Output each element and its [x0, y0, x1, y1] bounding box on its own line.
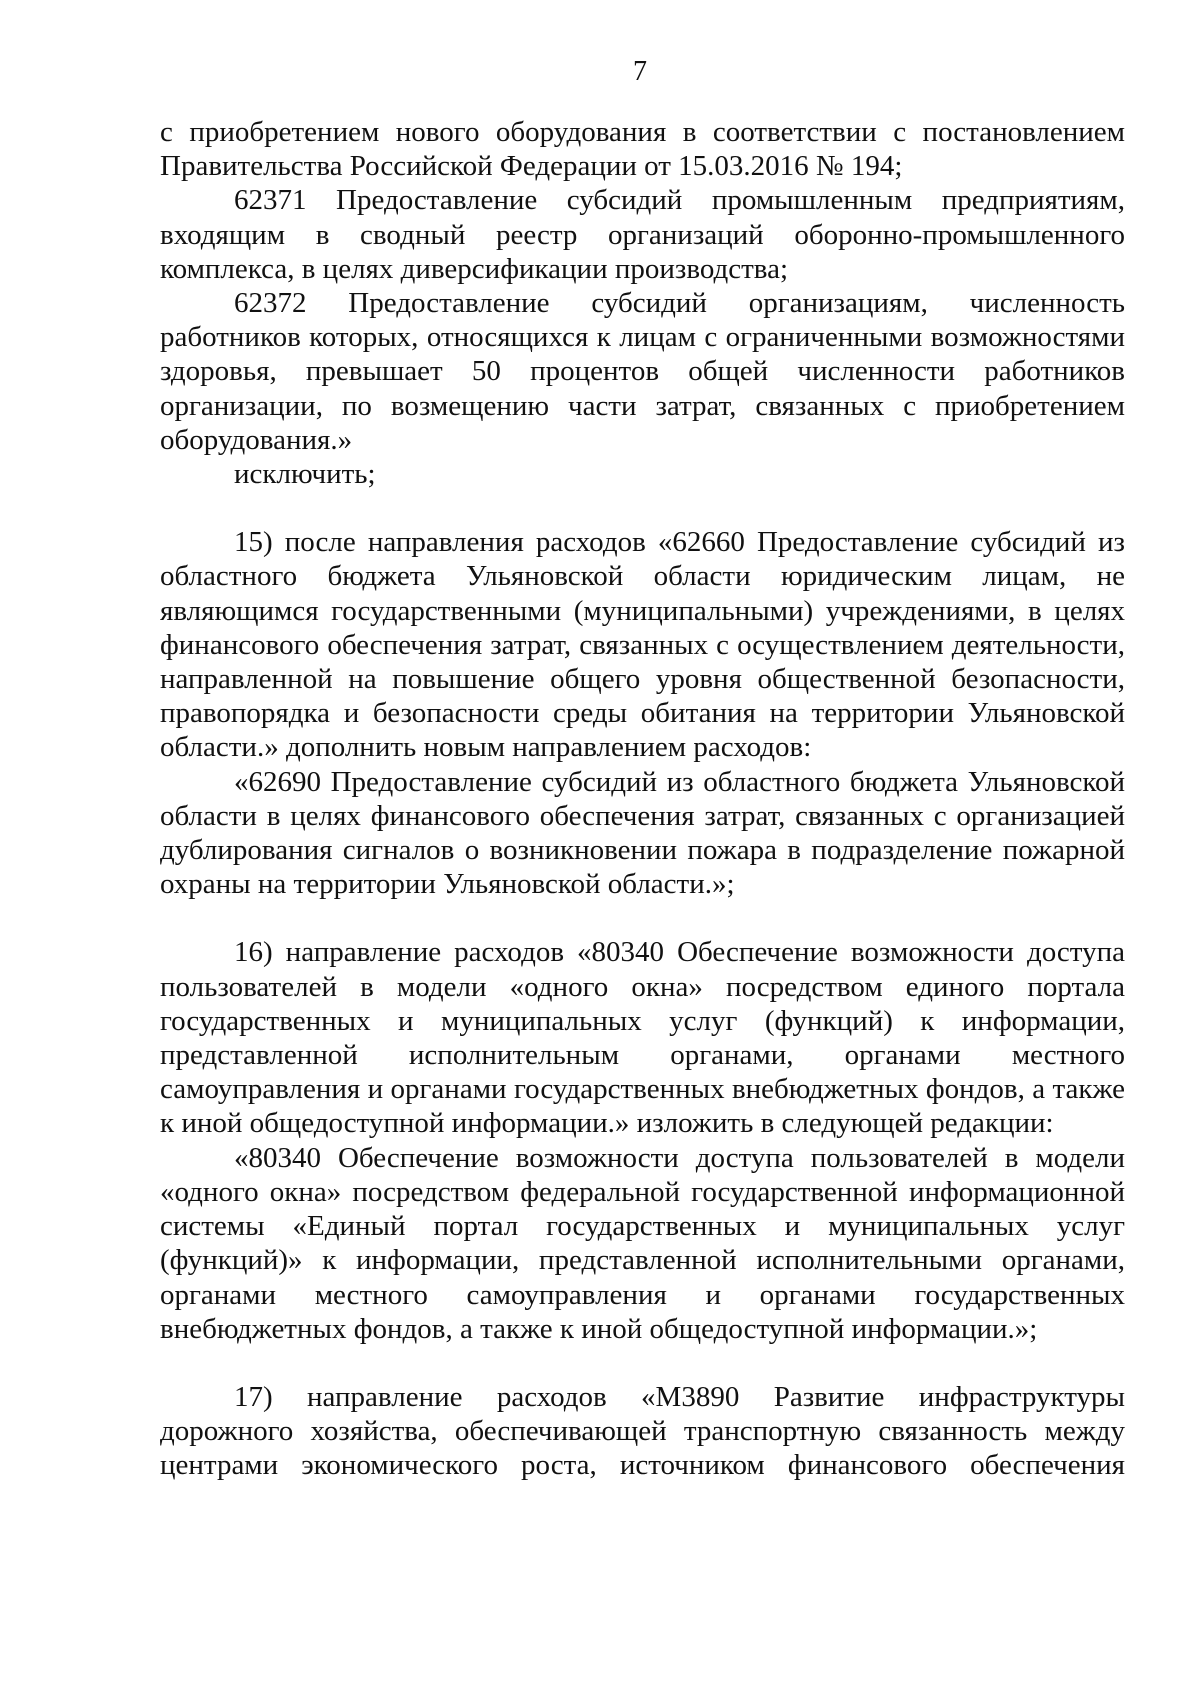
paragraph-62372: 62372 Предоставление субсидий организациям, численность работников которых, относящихся к лицам с ограниченными возможностями здоровья, превышает 50 процентов общей численности работников организации, по возмещению части затрат, связанных с приобретением оборудования.» [160, 287, 1125, 456]
paragraph-exclude: исключить; [234, 458, 376, 491]
paragraph-item-17: 17) направление расходов «М3890 Развитие инфраструктуры дорожного хозяйства, обеспечивающей транспортную связанность между центрами экономического роста, источником финансового обеспечения [160, 1380, 1125, 1482]
paragraph-62371: 62371 Предоставление субсидий промышленным предприятиям, входящим в сводный реестр организаций оборонно-промышленного комплекса, в целях диверсификации производства; [160, 184, 1125, 285]
paragraph-62690: «62690 Предоставление субсидий из областного бюджета Ульяновской области в целях финансового обеспечения затрат, связанных с организацией дублирования сигналов о возникновении пожара в подразделение пожарной охраны на территории Ульяновской области.»; [160, 765, 1125, 901]
paragraph-80340: «80340 Обеспечение возможности доступа пользователей в модели «одного окна» посредством федеральной государственной информационной системы «Единый портал государственных и муниципальных услуг (функций)» к информации, представленной исполнительными органами, органами местного самоуправления и органами государственных внебюджетных фондов, а также к иной общедоступной информации.»; [160, 1141, 1125, 1345]
paragraph-continuation: с приобретением нового оборудования в соответствии с постановлением Правительства Российской Федерации от 15.03.2016 № 194; [160, 116, 1125, 183]
document-body [160, 115, 1125, 1483]
page-number: 7 [633, 56, 647, 87]
paragraph-item-16: 16) направление расходов «80340 Обеспечение возможности доступа пользователей в модели «одного окна» посредством единого портала государственных и муниципальных услуг (функций) к информации, представленной исполнительным органами, органами местного самоуправления и органами государственных внебюджетных фондов, а также к иной общедоступной информации.» изложить в следующей редакции: [160, 936, 1125, 1140]
paragraph-item-15: 15) после направления расходов «62660 Предоставление субсидий из областного бюджета Ульяновской области юридическим лицам, не являющимся государственными (муниципальными) учреждениями, в целях финансового обеспечения затрат, связанных с осуществлением деятельности, направленной на повышение общего уровня общественной безопасности, правопорядка и безопасности среды обитания на территории Ульяновской области.» дополнить новым направлением расходов: [160, 526, 1125, 764]
